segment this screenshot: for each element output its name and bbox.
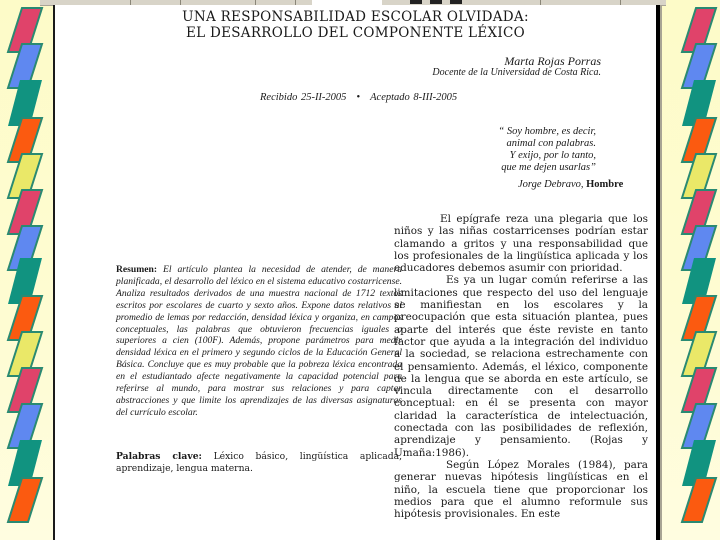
toolbar-button[interactable] [410, 0, 422, 4]
body-text-column [394, 213, 648, 520]
keywords-text: Léxico básico, lingüística aplicada, aprendizaje, lengua materna. [116, 451, 403, 474]
article-dates [260, 92, 457, 104]
body-paragraph: Es ya un lugar común referirse a las limitaciones que respecto del uso del lenguaje se manifiestan en los escolares y la preocupación que esta situación plantea, pues aparte del interés que éste reviste en tanto factor que ayuda a la integración del individuo a la sociedad, se relaciona estrechamente con el pensamiento. Además, el léxico, componente de la lengua que se aborda en este artículo, se vincula directamente con el desarrollo conceptual: en él se presenta con mayor claridad la característica de intelectuación, conectada con las posibilidades de reflexión, aprendizaje y pensamiento. (Rojas y Umaña:1986). [394, 274, 648, 459]
epigraph-work-title: Hombre [586, 179, 624, 190]
title-line-2: EL DESARROLLO DEL COMPONENTE LÉXICO [185, 25, 526, 41]
page-border-right [656, 5, 660, 540]
article-title [55, 9, 656, 41]
epigraph-line: “ Soy hombre, es decir, [498, 126, 596, 137]
abstract-label: Resumen: [116, 264, 158, 275]
author-affiliation: Docente de la Universidad de Costa Rica. [432, 67, 601, 78]
body-paragraph: Según López Morales (1984), para generar nuevas hipótesis lingüísticas en el niño, la escuela tiene que proporcionar los medios para que el alumno reformule sus hipótesis provisionales. En este [394, 458, 648, 521]
accepted-date: Aceptado 8-III-2005 [370, 92, 458, 103]
toolbar-button[interactable] [430, 0, 442, 4]
epigraph-line: Y exijo, por lo tanto, [509, 150, 596, 161]
author-name: Marta Rojas Porras [504, 54, 601, 68]
epigraph-author-name: Jorge Debravo, [518, 179, 584, 190]
decorative-stripe-right [676, 0, 720, 540]
received-date: Recibido 25-II-2005 [260, 92, 347, 103]
epigraph-quote [498, 126, 596, 174]
document-page [55, 5, 656, 540]
title-line-1: UNA RESPONSABILIDAD ESCOLAR OLVIDADA: [182, 9, 529, 25]
keywords [116, 451, 402, 475]
epigraph-attribution [518, 179, 623, 191]
body-paragraph: El epígrafe reza una plegaria que los niños y las niñas costarricenses podrían estar clamando a gritos y una responsabilidad que los profesionales de la lingüística aplicada y los educadores debemos asumir con prioridad. [394, 213, 648, 275]
abstract [116, 264, 402, 419]
epigraph-line: animal con palabras. [506, 138, 596, 149]
bullet-separator: • [356, 92, 361, 103]
toolbar-button[interactable] [450, 0, 462, 4]
abstract-text: El artículo plantea la necesidad de atender, de manera planificada, el desarrollo del léxico en el sistema educativo costarricense. Analiza resultados derivados de una muestra nacional de 1712 textos escritos por escolares de cuarto y sexto años. Expone datos relativos al promedio de lemas por redacción, densidad léxica y organiza, en campos conceptuales, las palabras que obtuvieron frecuencias iguales o superiores a cien (100F). Además, propone parámetros para medir densidad léxica en el primero y segundo ciclos de la Educación General Básica. Concluye que es muy probable que la pobreza léxica encontrada en el estudiantado afecte negativamente la capacidad potencial para referirse al mundo, para mostrar sus relaciones y para captar abstracciones y que limite los aprendizajes de las diversas asignaturas del currículo escolar. [116, 264, 402, 418]
keywords-label: Palabras clave: [116, 451, 202, 462]
decorative-stripe-left [2, 0, 46, 540]
epigraph-line: que me dejen usarlas” [501, 162, 596, 173]
